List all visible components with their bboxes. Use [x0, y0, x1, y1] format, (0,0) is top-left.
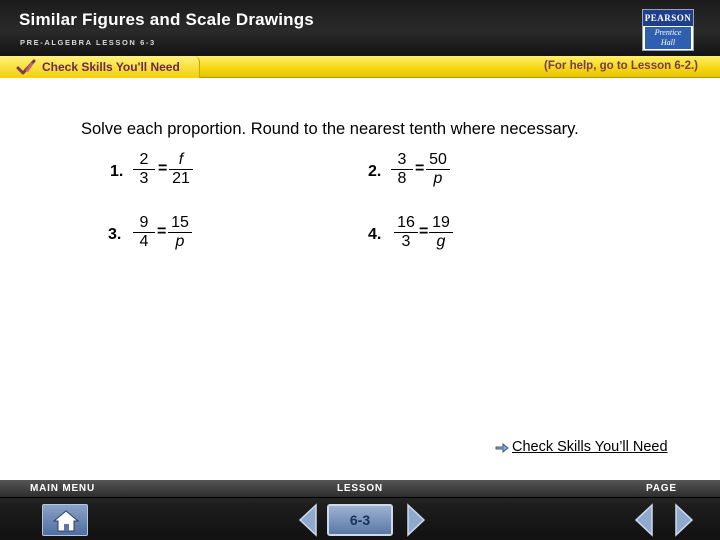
- problem-2: [368, 151, 468, 191]
- logo-top-text: PEARSON: [643, 10, 693, 26]
- equals-sign: =: [415, 160, 425, 177]
- lesson-subtitle: PRE-ALGEBRA LESSON 6-3: [20, 38, 156, 47]
- next-page-button[interactable]: [672, 502, 696, 538]
- help-reference: (For help, go to Lesson 6-2.): [544, 60, 698, 72]
- right-fraction: [426, 151, 450, 188]
- problem-number: 1.: [110, 163, 124, 180]
- denominator: p: [175, 233, 185, 250]
- page-label: PAGE: [646, 483, 677, 494]
- previous-lesson-button[interactable]: [296, 502, 320, 538]
- left-fraction: [133, 214, 155, 251]
- problem-4: [368, 214, 468, 254]
- equals-sign: =: [157, 223, 167, 240]
- numerator: 19: [429, 214, 453, 233]
- logo-bottom-line-1: Prentice: [654, 28, 682, 37]
- page-title: Similar Figures and Scale Drawings: [19, 10, 314, 29]
- numerator: 15: [168, 214, 192, 233]
- left-fraction: [133, 151, 155, 188]
- check-skills-link-label[interactable]: Check Skills You’ll Need: [512, 439, 668, 455]
- denominator: 21: [172, 170, 190, 187]
- check-skills-tab: [0, 56, 200, 78]
- equals-sign: =: [158, 160, 168, 177]
- equals-sign: =: [419, 223, 429, 240]
- right-fraction: [429, 214, 453, 251]
- footer-nav: [0, 480, 720, 540]
- checkmark-pencil-icon: [16, 59, 36, 76]
- denominator: p: [433, 170, 443, 187]
- pearson-logo: [642, 9, 694, 51]
- instructions-text: Solve each proportion. Round to the nearest tenth where necessary.: [81, 120, 579, 138]
- denominator: g: [436, 233, 446, 250]
- logo-bottom-line-2: Hall: [660, 38, 676, 47]
- lesson-number: 6-3: [327, 504, 393, 536]
- right-fraction: [169, 151, 193, 188]
- pointing-hand-icon: [494, 439, 510, 455]
- denominator: 3: [139, 170, 149, 187]
- problem-3: [108, 214, 208, 254]
- problem-number: 2.: [368, 163, 382, 180]
- denominator: 8: [397, 170, 407, 187]
- right-fraction: [168, 214, 192, 251]
- left-fraction: [394, 214, 418, 251]
- problem-number: 3.: [108, 226, 122, 243]
- denominator: 3: [401, 233, 411, 250]
- numerator: 9: [133, 214, 155, 233]
- numerator: 2: [133, 151, 155, 170]
- numerator: 3: [391, 151, 413, 170]
- footer-rail: [0, 480, 720, 498]
- check-skills-band: [0, 56, 720, 78]
- next-lesson-button[interactable]: [404, 502, 428, 538]
- problem-1: [110, 151, 210, 191]
- numerator: f: [169, 151, 193, 170]
- header: [0, 0, 720, 56]
- numerator: 50: [426, 151, 450, 170]
- home-icon: [52, 509, 80, 533]
- check-skills-title: Check Skills You'll Need: [42, 60, 180, 74]
- problem-number: 4.: [368, 226, 382, 243]
- home-button[interactable]: [42, 504, 88, 536]
- left-fraction: [391, 151, 413, 188]
- lesson-label: LESSON: [337, 483, 383, 494]
- denominator: 4: [139, 233, 149, 250]
- main-menu-label: MAIN MENU: [30, 483, 95, 494]
- previous-page-button[interactable]: [632, 502, 656, 538]
- numerator: 16: [394, 214, 418, 233]
- check-skills-link[interactable]: [494, 438, 668, 456]
- logo-bottom: [645, 27, 691, 49]
